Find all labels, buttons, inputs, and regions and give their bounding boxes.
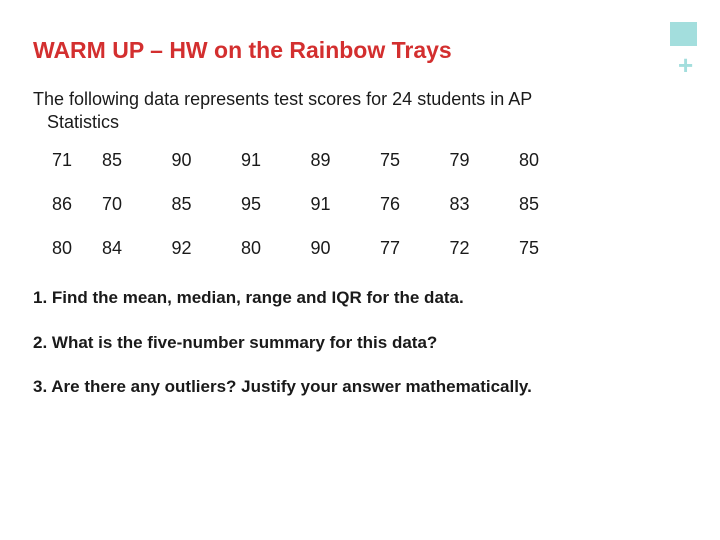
scores-table — [33, 150, 589, 282]
table-row — [33, 238, 589, 282]
score-cell: 91 — [310, 194, 331, 214]
score-cell: 90 — [171, 150, 192, 170]
plus-icon: + — [678, 50, 694, 80]
score-cell: 77 — [380, 238, 401, 258]
score-cell: 76 — [380, 194, 401, 214]
score-cell: 83 — [449, 194, 470, 214]
score-cell: 92 — [171, 238, 192, 258]
score-cell: 71 — [52, 150, 73, 170]
score-cell: 72 — [449, 238, 470, 258]
score-cell: 85 — [519, 194, 540, 214]
question-3: 3. Are there any outliers? Justify your answer mathematically. — [33, 377, 532, 396]
score-cell: 90 — [310, 238, 331, 258]
score-cell: 80 — [52, 238, 73, 258]
score-cell: 85 — [171, 194, 192, 214]
corner-accent-bar — [670, 22, 697, 46]
score-cell: 80 — [519, 150, 540, 170]
score-cell: 70 — [102, 194, 123, 214]
question-2: 2. What is the five-number summary for this data? — [33, 333, 438, 352]
score-cell: 84 — [102, 238, 123, 258]
score-cell: 75 — [380, 150, 401, 170]
score-cell: 80 — [241, 238, 262, 258]
score-cell: 75 — [519, 238, 540, 258]
score-cell: 79 — [449, 150, 470, 170]
score-cell: 95 — [241, 194, 262, 214]
table-row — [33, 150, 589, 194]
intro-line-2: Statistics — [47, 112, 120, 132]
score-cell: 85 — [102, 150, 123, 170]
slide-title: WARM UP – HW on the Rainbow Trays — [33, 37, 452, 63]
question-1: 1. Find the mean, median, range and IQR for the data. — [33, 288, 464, 307]
table-row — [33, 194, 589, 238]
score-cell: 86 — [52, 194, 73, 214]
intro-text — [33, 88, 633, 134]
score-cell: 89 — [310, 150, 331, 170]
intro-line-1: The following data represents test scores for 24 students in AP — [33, 89, 533, 109]
score-cell: 91 — [241, 150, 262, 170]
